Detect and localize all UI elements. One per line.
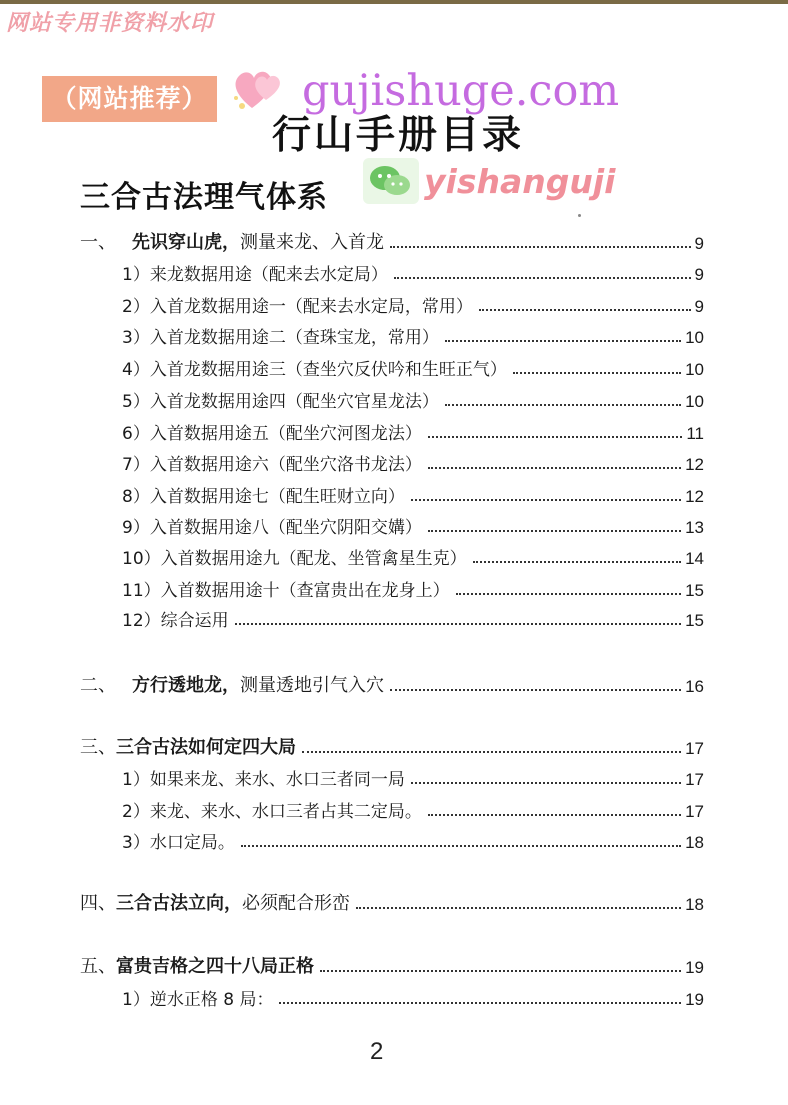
- toc-leader: [302, 751, 681, 753]
- toc-page: 15: [685, 611, 704, 630]
- toc-text: 入首龙数据用途二（查珠宝龙，常用）: [149, 328, 439, 348]
- toc-entry[interactable]: [122, 605, 704, 631]
- toc-text: 入首数据用途十（查富贵出在龙身上）: [160, 581, 450, 601]
- top-border: [0, 0, 788, 4]
- toc-page: 14: [685, 549, 704, 568]
- toc-number: 1）: [122, 770, 150, 790]
- toc-number: 6）: [122, 424, 150, 444]
- toc-entry[interactable]: [122, 449, 704, 475]
- toc-entry[interactable]: [122, 827, 704, 853]
- toc-entry-5[interactable]: [80, 952, 704, 978]
- toc-leader: [320, 970, 681, 972]
- toc-entry-1[interactable]: [80, 228, 704, 254]
- toc-text: 入首龙数据用途四（配坐穴官星龙法）: [149, 392, 439, 412]
- toc-leader: [428, 467, 681, 469]
- toc-entry[interactable]: [122, 575, 704, 601]
- toc-text: 入首数据用途六（配坐穴洛书龙法）: [149, 455, 422, 475]
- toc-entry[interactable]: [122, 512, 704, 538]
- toc-leader: [411, 782, 681, 784]
- toc-page: 18: [685, 895, 704, 914]
- wechat-icon: [363, 158, 419, 204]
- toc-page: 10: [685, 328, 704, 347]
- toc-number: 三、: [80, 737, 116, 758]
- toc-text: 测量透地引气入穴: [240, 675, 384, 696]
- toc-number: 一、: [80, 232, 116, 253]
- brand-text: yishanguji: [424, 162, 616, 201]
- page-number: 2: [370, 1038, 384, 1065]
- speck: [578, 214, 581, 217]
- toc-page: 9: [694, 265, 704, 284]
- toc-page: 17: [685, 739, 704, 758]
- toc-page: 10: [685, 392, 704, 411]
- toc-page: 9: [694, 297, 704, 316]
- toc-number: 8）: [122, 487, 150, 507]
- toc-number: 五、: [80, 956, 116, 977]
- toc-entry[interactable]: [122, 984, 704, 1010]
- toc-text: 必须配合形峦: [242, 893, 350, 914]
- toc-text: 入首数据用途七（配生旺财立向）: [149, 487, 405, 507]
- toc-text: 来龙数据用途（配来去水定局）: [149, 265, 388, 285]
- toc-page: 13: [685, 518, 704, 537]
- toc-text: 入首数据用途八（配坐穴阴阳交媾）: [149, 518, 422, 538]
- toc-leader: [394, 277, 691, 279]
- toc-page: 12: [685, 455, 704, 474]
- toc-number: 1）: [122, 265, 150, 285]
- toc-number: 二、: [80, 675, 116, 696]
- toc-leader: [445, 404, 681, 406]
- toc-number: 2）: [122, 297, 150, 317]
- toc-bold-text: 方行透地龙，: [132, 675, 240, 696]
- toc-entry[interactable]: [122, 354, 704, 380]
- toc-number: 5）: [122, 392, 150, 412]
- toc-entry[interactable]: [122, 764, 704, 790]
- watermark-text: 网站专用非资料水印: [6, 11, 214, 36]
- toc-entry[interactable]: [122, 796, 704, 822]
- toc-number: 12）: [122, 611, 161, 631]
- toc-page: 18: [685, 833, 704, 852]
- toc-number: 四、: [80, 893, 116, 914]
- toc-number: 10）: [122, 549, 161, 569]
- toc-text: 水口定局。: [149, 833, 235, 853]
- toc-text: 入首龙数据用途一（配来去水定局，常用）: [149, 297, 473, 317]
- toc-page: 15: [685, 581, 704, 600]
- toc-entry-4[interactable]: [80, 889, 704, 915]
- toc-entry[interactable]: [122, 418, 704, 444]
- toc-number: 2）: [122, 802, 150, 822]
- toc-text: 如果来龙、来水、水口三者同一局: [149, 770, 405, 790]
- toc-page: 12: [685, 487, 704, 506]
- toc-leader: [473, 561, 681, 563]
- toc-leader: [513, 372, 681, 374]
- toc-text: 入首数据用途九（配龙、坐管禽星生克）: [160, 549, 467, 569]
- toc-page: 17: [685, 770, 704, 789]
- toc-leader: [428, 436, 683, 438]
- toc-page: 9: [694, 234, 704, 253]
- toc-bold-text: 三合古法如何定四大局: [116, 737, 296, 758]
- page-title: 行山手册目录: [272, 113, 525, 158]
- toc-number: 3）: [122, 833, 150, 853]
- toc-number: 4）: [122, 360, 150, 380]
- toc-leader: [241, 845, 681, 847]
- toc-entry-3[interactable]: [80, 733, 704, 759]
- toc-leader: [456, 593, 681, 595]
- toc-page: 19: [685, 958, 704, 977]
- toc-text: 测量来龙、入首龙: [240, 232, 384, 253]
- toc-page: 11: [686, 424, 704, 443]
- toc-leader: [479, 309, 691, 311]
- toc-bold-text: 先识穿山虎，: [132, 232, 240, 253]
- toc-entry[interactable]: [122, 543, 704, 569]
- toc-leader: [428, 530, 681, 532]
- toc-number: 7）: [122, 455, 150, 475]
- toc-entry[interactable]: [122, 322, 704, 348]
- toc-leader: [428, 814, 681, 816]
- toc-entry[interactable]: [122, 291, 704, 317]
- toc-text: 来龙、来水、水口三者占其二定局。: [149, 802, 422, 822]
- recommend-badge: （网站推荐）: [42, 76, 217, 122]
- toc-text: 入首数据用途五（配坐穴河图龙法）: [149, 424, 422, 444]
- toc-leader: [390, 246, 691, 248]
- toc-bold-text: 富贵吉格之四十八局正格: [116, 956, 314, 977]
- toc-entry[interactable]: [122, 259, 704, 285]
- toc-number: 9）: [122, 518, 150, 538]
- toc-leader: [235, 623, 681, 625]
- toc-text: 逆水正格 8 局：: [149, 990, 274, 1010]
- section-title: 三合古法理气体系: [80, 180, 328, 215]
- toc-text: 入首龙数据用途三（查坐穴反伏吟和生旺正气）: [149, 360, 507, 380]
- toc-number: 11）: [122, 581, 161, 601]
- toc-leader: [356, 907, 681, 909]
- toc-leader: [445, 340, 681, 342]
- toc-text: 综合运用: [160, 611, 229, 631]
- toc-page: 16: [685, 677, 704, 696]
- toc-number: 1）: [122, 990, 150, 1010]
- toc-number: 3）: [122, 328, 150, 348]
- toc-bold-text: 三合古法立向，: [116, 893, 242, 914]
- toc-entry-2[interactable]: [80, 671, 704, 697]
- toc-page: 19: [685, 990, 704, 1009]
- toc-page: 10: [685, 360, 704, 379]
- toc-entry[interactable]: [122, 386, 704, 412]
- toc-leader: [390, 689, 681, 691]
- site-url[interactable]: gujishuge.com: [302, 66, 620, 116]
- toc-leader: [411, 499, 681, 501]
- toc-leader: [279, 1002, 681, 1004]
- toc-page: 17: [685, 802, 704, 821]
- toc-entry[interactable]: [122, 481, 704, 507]
